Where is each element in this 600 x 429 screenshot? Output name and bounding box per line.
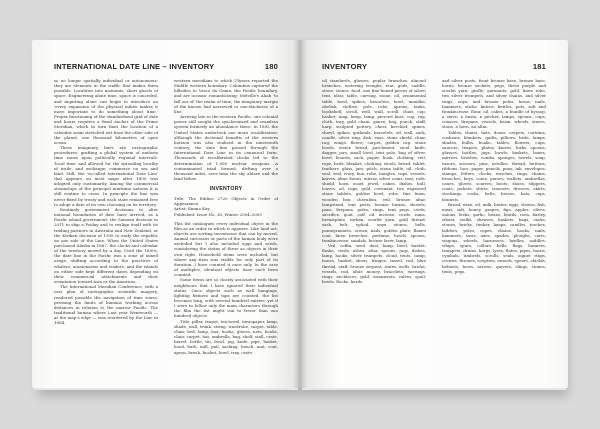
- paragraph: Routinely government decisions to alter national boundaries of date have arrived, as a Pacific island government: the Samoan decision in 2011 to skip a Friday and to realign itself with its trading partners in Australia and New Zealand, or the Kiribati decision of 1995 to unify the republic on one side of the Line. When the United States purchased Alaska in 1867, the clocks and calendar of the territory moved by a day. Until the 1890s, the date line in the Pacific was a zone of mixed usage, shifting according to the practices of whalers, missionaries and traders, and the islands on either side kept different dates depending on their commercial attachments and their orientation toward Asia or the Americas.: [54, 206, 158, 285]
- left-running-head: [54, 62, 278, 72]
- right-page: [300, 40, 568, 388]
- right-columns: [322, 78, 546, 372]
- paragraph: This list catalogues every individual object in the film as an order in which it appears. Like land art, objects are sorting inventories that can by moved. Animal carcasses or parts of the human body were excluded but I also included eggs and seeds, considering the status of these as objects in their own right. Household items were included, but where any item was visible for only part of its duration, I have counted it once only. In the case of multiples, identical objects have each been counted.: [174, 220, 278, 278]
- left-column-1: [54, 78, 158, 372]
- open-book: [32, 40, 568, 392]
- left-running-title: INTERNATIONAL DATE LINE – INVENTORY: [54, 62, 215, 71]
- paragraph: so no longer spatially individual or autonomous: they are elements in the traffic that makes them possible. Localities into moments, short ghosts of space. Engineering alone time, space is conceded, and inquiring alone can begin to introduce an 'every expansion of the physical milieu makes it more important to do something about time.' Proper functioning of the standardized grid of date and hours requires a fixed anchor of the Prime Meridian, which in turn fixes the location of a calendar seam stretched out from the other side of the planet, one thousand kilometres of open ocean.: [54, 78, 158, 145]
- entry-metadata: [174, 196, 278, 216]
- right-column-1: [322, 78, 426, 372]
- section-heading: INVENTORY: [209, 186, 243, 193]
- entry-title: Title: The Eddies 2720 Objects in Order of Appearance: [174, 196, 278, 207]
- left-page-number: 180: [264, 62, 278, 71]
- right-running-head: [322, 62, 546, 72]
- left-page: [32, 40, 300, 388]
- entry-artist: Artist: Emma Kay: [174, 206, 210, 212]
- paragraph: These imaginary lines are cartographic procedures: grafting a global system of uniform time zones upon politically regional intervals: 'local time' and allowed for the spreading locality of trade, and exchange, commerce on sea and land. Still, the 'so-called International Date Line' that appears on most maps after 1890 was adopted only customarily. Among the commercial steamships of the principal maritime nations it is still routine to cross. In principle the line was never fixed by treaty and each state remained free to adopt a date of its own choosing on its territory.: [54, 145, 158, 207]
- paragraph: Bread, wine, oil, milk, butter, eggs, cheese, fish, meat, salt, honey, grapes, figs, apples, olives, onions, leeks, garlic, beans, lentils, corn, barley, wheat, stalks, sheaves, baskets, bags, sacks, stones, bricks, timber, lamps, candles, torches, ladders, poles, ropes, chains, hooks, nails, hammers, saws, axes, spades, ploughs, carts, wagons, wheels, harnesses, bridles, saddles, whips, spurs, collars, bells, flags, banners, trumpets, drums, harps, lyres, flutes, pipes, horns, cymbals, timbrels, scrolls, seals, signet rings, crowns, thrones, sceptres, swords, spears, shields, helmets, bows, arrows, quivers, slings, stones, tents, pegs.: [442, 201, 546, 274]
- paragraph: oil standards, glasses, poplar branches, almond branches, watering troughs, tent, gods, saddle, stone, stones, food, one fine-boned pieces of silver, tent, altar, table, carving, stone, oil, ornamental table, bowl, spikes, bracelets, bowl, manlike, obelisk, clothes, pole, robe, aprons, tanks, bookshelf, scroll, well, wall, scroll, chair, cup, basket, map, lamp, lamp, pierced knot, cup, rug, cloth, tray, gold chain, gauze, bag, pouch, staff, harp, sculpted pottery, chest, kerchief, spines, shawl, spikes, garlands, bracelets, oil, wall, sack, candle, silver ring, dish, vase, stone shield, chair, rug, wings, fleece, carpet, golden cup, stone bowls, water, bread, parchment, stool, knife, dagger, jars, small bowl, tent pole, bag of silver, bowl, boards, sack, paper, book, clothing, veil, rope, beds, blanket, clothing, stools, bread, tablet, feathers, glass, jars, pitch, stone table, oil, cloth, seal, seal, ivory, box, robe, bangles, cups, vessels, knives, altar, bones, mirror, silver coins, tent, rods, shield, horn, scarf, jewel, cakes, dishes, bull, loaves, oil, cups, gold, covenant, two engraved stone tablets, golden bowl, robe, fine linen, wooden box, cherubim, veil, bronze altar, lampstand, tent posts, bronze basins, shovels, pans, firepans, poles, rings, tent pegs, cords, sacrifice, goat, calf, oil, incense, cords, rams, breastplate, turban, scarlet yarn, gold thread, sash, belt, ephod, onyx stones, bells, pomegranates, crown, nails, golden plate, flaxen coat, linen breeches, perfume, bowls, spoons, frankincense, sandals, bronze laver, lamp.: [322, 78, 426, 243]
- paragraph: and silver posts, front bronze base, bronze base, horns, bronze sockets, pegs, three purple and scarlet yarn, girdle, garments, gold, linen robe, two silver trumpets, and silver chains, and silver rings, onyx, and bronze poles, brass, nails, hammers, sticks, knives, kettles, pots, salt and frankincense, flour, oil, cakes, a bundle of hyssop, a sieve, a basin, a pitcher, lamps, spoons, cups, censers, firepans, vessels, basin, wheels, staves, stone, a horn, an altar.: [442, 78, 546, 130]
- right-column-2: [442, 78, 546, 372]
- paragraph: western meridians to which Ulysses reported the Middle western boundary. Columbus captured the hillsides to Vasco da Gama, the Pacific boundary, and are oceanic romanticizing: Melville's Ahab 'to fall out of' the realm of time; the imaginary margin of the known had narrowed to one-thickness of a line.: [174, 78, 278, 114]
- left-column-2: [174, 78, 278, 372]
- paragraph: Veil, coffin, seed, dust, lamp, bowl, basket, flasks, cords, ashes, altar, spoons, jugs, dishes, lamp, hooks, silver trumpets, cloud, tents, camp, bones, basket, shoes, fringes, tassel, rod, blue thread, staff, bronze serpent, water, wells, bricks, vessels, rod, altar, money, bracelets, earrings, rings, necklaces, gold, ornaments, calves, spoil, bowls, flocks, herds.: [322, 243, 426, 285]
- book-spine: [294, 40, 306, 388]
- paragraph: The International Meridian Conference, with a vast plan of cartographic scientific imagery, rendered possible the navigation of time zones, pressing the limits of humans working across distances in relation to the narrow Pacific. The traditional human where Last year Wentworth — at the map's edge — was reordered by the Line in 1884.: [54, 284, 158, 326]
- paragraph: Tables, chairs, hats, doors, carpets, curtains, cushions, blankets, quilts, pillows, beds, lamps, shades, bulbs, books, tables, flowers, cups, saucers, teapots, plates, knives, forks, spoons, glasses, bottles, jugs, bowls, baskets, boxes, mirrors, brushes, combs, sponges, towels, soap, razors, scissors, pins, needles, thread, buttons, ribbons, lace, paper, pencils, pens, ink, envelopes, stamps, letters, clocks, watches, rings, chains, brooches, keys, coins, purses, wallets, umbrellas, canes, gloves, scarves, boots, shoes, slippers, coats, jackets, shirts, trousers, dresses, skirts, stockings, socks, belts, braces, hats, caps, bonnets.: [442, 129, 546, 202]
- right-page-number: 181: [532, 62, 546, 71]
- paragraph: Arriving late in the western Pacific, one colonial power still sought the synchronized and seamless system formerly an abundance there. In 1892 the United States undertook one more recalibration: although the doctrinal benefits of the western horizon was also realized in the nineteenth century, the date line passed through the International Date Line in its canonical form. Thousands of recalibrated clocks led to the determination of 1,000 nuclear weapons. A contaminated triad formed, drifting over a thousand miles, over time the sky ablaze and the land below.: [174, 114, 278, 181]
- paragraph: Some items are so closely associated with their neighbours that I have ignored their individual status. Once objects such as wall hangings, lighting fixtures and taps are counted, the list becomes long, with several hundred entries; yet if I were to follow only the main characters through the film the list might run to fewer than one hundred objects.: [174, 277, 278, 319]
- left-columns: [54, 78, 278, 372]
- entry-published: Published: Issue No. 36, Winter 2004–2005: [174, 211, 262, 217]
- right-running-title: INVENTORY: [322, 62, 368, 71]
- paragraph: Title, pillar, teapot, tea-towel, newspaper, lamp, shade, wall, trunk, string, wardrobe, carpet, table, chair, bed, lamp, box, books, gloves, nets, hooks, chair, carpet, hat, umbrella, bag, shelf, stall, crate, barrel, bottle, tin, bowl, jug, knife, pipe, basket, hood, bath, mill, pail, sacking, bench, mat, coat, apron, brush, bucket, bowl, tray, crate.: [174, 318, 278, 355]
